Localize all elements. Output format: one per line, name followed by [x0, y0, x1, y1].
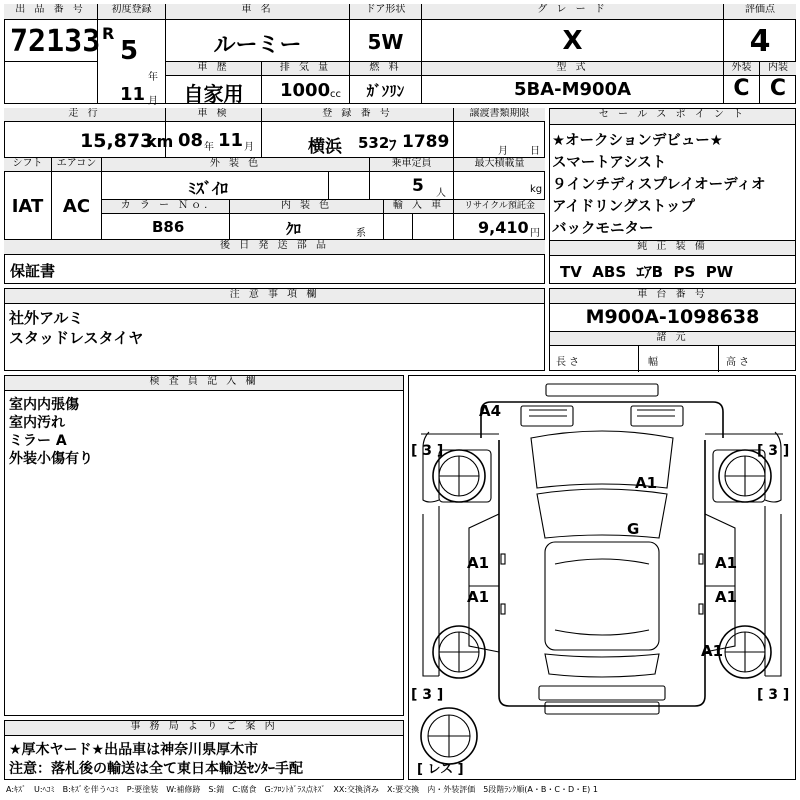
damage-right-front-door: A1	[715, 554, 738, 572]
lot-number-cell	[4, 4, 101, 62]
equipment: TV ABS ｴｱB PS PW	[560, 263, 734, 281]
note-1: 社外アルミ	[9, 309, 84, 327]
max-load-unit: kg	[530, 184, 543, 195]
aircon: AC	[62, 196, 91, 217]
mileage-label: 走 行	[4, 108, 165, 122]
fuel: ｶﾞｿﾘﾝ	[366, 82, 405, 100]
interior-grade: C	[769, 76, 787, 101]
sales-point-3: ９インチディスプレイオーディオ	[552, 177, 766, 193]
sales-point-5: バックモニター	[552, 221, 654, 237]
aircon-cell	[52, 158, 102, 240]
damage-left-front-door: A1	[467, 554, 490, 572]
inspection-month: 11	[218, 130, 244, 151]
history: 自家用	[183, 82, 244, 106]
transfer-deadline-label: 譲渡書類期限	[454, 108, 545, 122]
displacement-unit: cc	[330, 89, 341, 100]
inspector-note-1: 室内内張傷	[9, 397, 79, 413]
aircon-label: エアコン	[52, 158, 101, 172]
exterior-label: 外装	[724, 62, 759, 76]
damage-left-rear-door: A1	[467, 588, 490, 606]
capacity-cell	[370, 158, 454, 200]
damage-right-rear-door: A1	[715, 588, 738, 606]
year-unit: 年	[148, 72, 158, 83]
registration-kana: ﾌ	[389, 136, 397, 154]
model-cell	[422, 62, 724, 104]
door-shape: 5W	[367, 30, 404, 54]
chassis-number: M900A-1098638	[585, 306, 760, 328]
tire-front-right: [ 3 ]	[757, 443, 790, 459]
grade-cell	[422, 4, 724, 62]
displacement-label: 排 気 量	[262, 62, 349, 76]
fuel-cell	[350, 62, 422, 104]
damage-front-bumper: A4	[479, 402, 502, 420]
inspection-month-unit: 月	[244, 142, 254, 153]
door-shape-cell	[350, 4, 422, 62]
notes-label: 注 意 事 項 欄	[5, 289, 544, 304]
mileage-cell	[4, 108, 174, 158]
inspector-note-4: 外装小傷有り	[9, 451, 93, 467]
color-number-cell	[102, 200, 230, 240]
height-label: 高 さ	[726, 357, 750, 368]
sales-point-1: ★オークションデビュー★	[552, 133, 723, 149]
history-cell	[166, 62, 262, 104]
registration-digits: 1789	[402, 132, 450, 152]
mileage-unit: km	[146, 132, 174, 151]
inspector-label: 検 査 員 記 入 欄	[5, 376, 403, 391]
office-notice-2: 注意：落札後の輸送は全て東日本輸送ｾﾝﾀｰ手配	[9, 761, 303, 777]
exterior-color: ﾐｽﾞｲﾛ	[188, 179, 229, 198]
first-registration-label: 初度登録	[98, 4, 165, 20]
spare-tire: [ レス ]	[417, 762, 464, 777]
inspector-note-2: 室内汚れ	[9, 415, 65, 431]
office-notice-label: 事 務 局 よ り ご 案 内	[5, 721, 403, 736]
inspection-label: 車 検	[166, 108, 261, 122]
interior-label: 内装	[760, 62, 796, 76]
car-name: ルーミー	[213, 33, 302, 58]
note-2: スタッドレスタイヤ	[9, 329, 144, 347]
sales-points-label: セ ー ル ス ポ イ ン ト	[550, 109, 795, 125]
chassis-label: 車 台 番 号	[550, 289, 795, 304]
later-parts: 保証書	[10, 262, 56, 280]
mileage: 15,873	[80, 130, 154, 152]
specs-label: 諸 元	[550, 332, 795, 346]
exterior-color-divider	[328, 172, 329, 200]
transfer-deadline-cell	[454, 108, 545, 158]
import-cell	[384, 200, 454, 240]
fuel-label: 燃 料	[350, 62, 421, 76]
later-parts-area	[4, 240, 545, 284]
displacement: 1000	[280, 80, 331, 101]
length-label: 長 さ	[556, 357, 580, 368]
transfer-month-unit: 月	[498, 146, 508, 157]
equipment-label: 純 正 装 備	[550, 241, 795, 256]
capacity-unit: 人	[436, 188, 446, 199]
registration-number-cell	[262, 108, 454, 158]
displacement-cell	[262, 62, 350, 104]
registration-area: 横浜	[308, 137, 342, 157]
tire-rear-left: [ 3 ]	[411, 687, 444, 703]
capacity-label: 乗車定員	[370, 158, 453, 172]
color-number: B86	[152, 218, 185, 236]
chassis-box	[549, 288, 796, 371]
exterior-color-cell	[102, 158, 370, 200]
era: R	[102, 24, 115, 43]
car-name-label: 車 名	[166, 4, 349, 20]
damage-diagram-box	[408, 375, 796, 780]
damage-hood: A1	[635, 474, 658, 492]
shift: IAT	[11, 196, 44, 217]
model: 5BA-M900A	[513, 79, 632, 100]
history-label: 車 歴	[166, 62, 261, 76]
capacity: 5	[412, 176, 424, 196]
grade: X	[562, 26, 583, 56]
registration-class: 532	[358, 134, 390, 152]
shift-label: シフト	[4, 158, 51, 172]
first-registration-cell	[98, 4, 166, 107]
exterior-grade: C	[733, 76, 750, 101]
interior-color: ｸﾛ	[286, 220, 302, 238]
door-shape-label: ドア形状	[350, 4, 421, 20]
sales-points-box	[549, 108, 796, 284]
recycle-deposit-unit: 円	[530, 228, 540, 239]
score-cell	[724, 4, 796, 62]
registration-year: 5	[120, 36, 139, 66]
damage-right-rear-quarter: A1	[701, 642, 724, 660]
max-load-label: 最大積載量	[454, 158, 545, 172]
registration-number-label: 登 録 番 号	[262, 108, 453, 122]
interior-color-label: 内 装 色	[230, 200, 383, 214]
month-unit: 月	[148, 96, 158, 107]
width-label: 幅	[648, 357, 658, 368]
recycle-deposit-cell	[454, 200, 545, 240]
exterior-color-label: 外 装 色	[102, 158, 369, 172]
color-number-label: カ ラ ー Ｎｏ.	[102, 200, 229, 214]
interior-color-unit: 系	[356, 228, 366, 239]
transfer-day-unit: 日	[530, 146, 540, 157]
car-name-cell	[166, 4, 350, 62]
inspector-note-3: ミラー A	[9, 433, 67, 449]
interior-color-cell	[230, 200, 384, 240]
shift-cell	[4, 158, 52, 240]
registration-month: 11	[120, 84, 146, 105]
score-label: 評価点	[724, 4, 796, 20]
lot-number-empty	[4, 62, 98, 104]
sales-point-4: アイドリングストップ	[552, 199, 695, 215]
damage-code-legend: A:ｷｽﾞ U:ﾍｺﾐ B:ｷｽﾞを伴うﾍｺﾐ P:要塗装 W:補修跡 S:錆 C:腐食 G:ﾌﾛﾝﾄｶﾞﾗｽ点ｷｽﾞ XX:交換済み X:要交換 内・外装評価 5段階ﾗﾝｸ順(A・B・C・D・E) 1	[6, 785, 598, 794]
inspection-cell	[166, 108, 262, 158]
max-load-cell	[454, 158, 545, 200]
notes-box	[4, 288, 545, 371]
car-damage-diagram	[409, 376, 795, 779]
wheels	[421, 450, 771, 764]
specs-col-divider-1	[638, 346, 639, 372]
recycle-deposit-label: リサイクル預託金	[454, 200, 545, 214]
tire-front-left: [ 3 ]	[411, 443, 444, 459]
model-label: 型 式	[422, 62, 723, 76]
tire-rear-right: [ 3 ]	[757, 687, 790, 703]
score: 4	[749, 24, 771, 59]
import-divider	[412, 214, 413, 240]
lot-number-label: 出 品 番 号	[4, 4, 97, 20]
office-notice-1: ★厚木ヤード★出品車は神奈川県厚木市	[9, 742, 259, 758]
later-parts-label: 後 日 発 送 部 品	[4, 240, 545, 255]
grade-label: グ レ ー ド	[422, 4, 723, 20]
specs-col-divider-2	[718, 346, 719, 372]
inspection-year: 08	[178, 130, 204, 151]
interior-cell	[760, 62, 796, 104]
office-notice-box	[4, 720, 404, 780]
import-label: 輸 入 車	[384, 200, 453, 214]
damage-windshield: G	[627, 520, 640, 538]
inspection-year-unit: 年	[204, 142, 214, 153]
exterior-cell	[724, 62, 760, 104]
sales-point-2: スマートアシスト	[552, 155, 667, 171]
lot-number: 72133	[10, 24, 101, 59]
inspector-box	[4, 375, 404, 716]
recycle-deposit: 9,410	[478, 218, 529, 237]
